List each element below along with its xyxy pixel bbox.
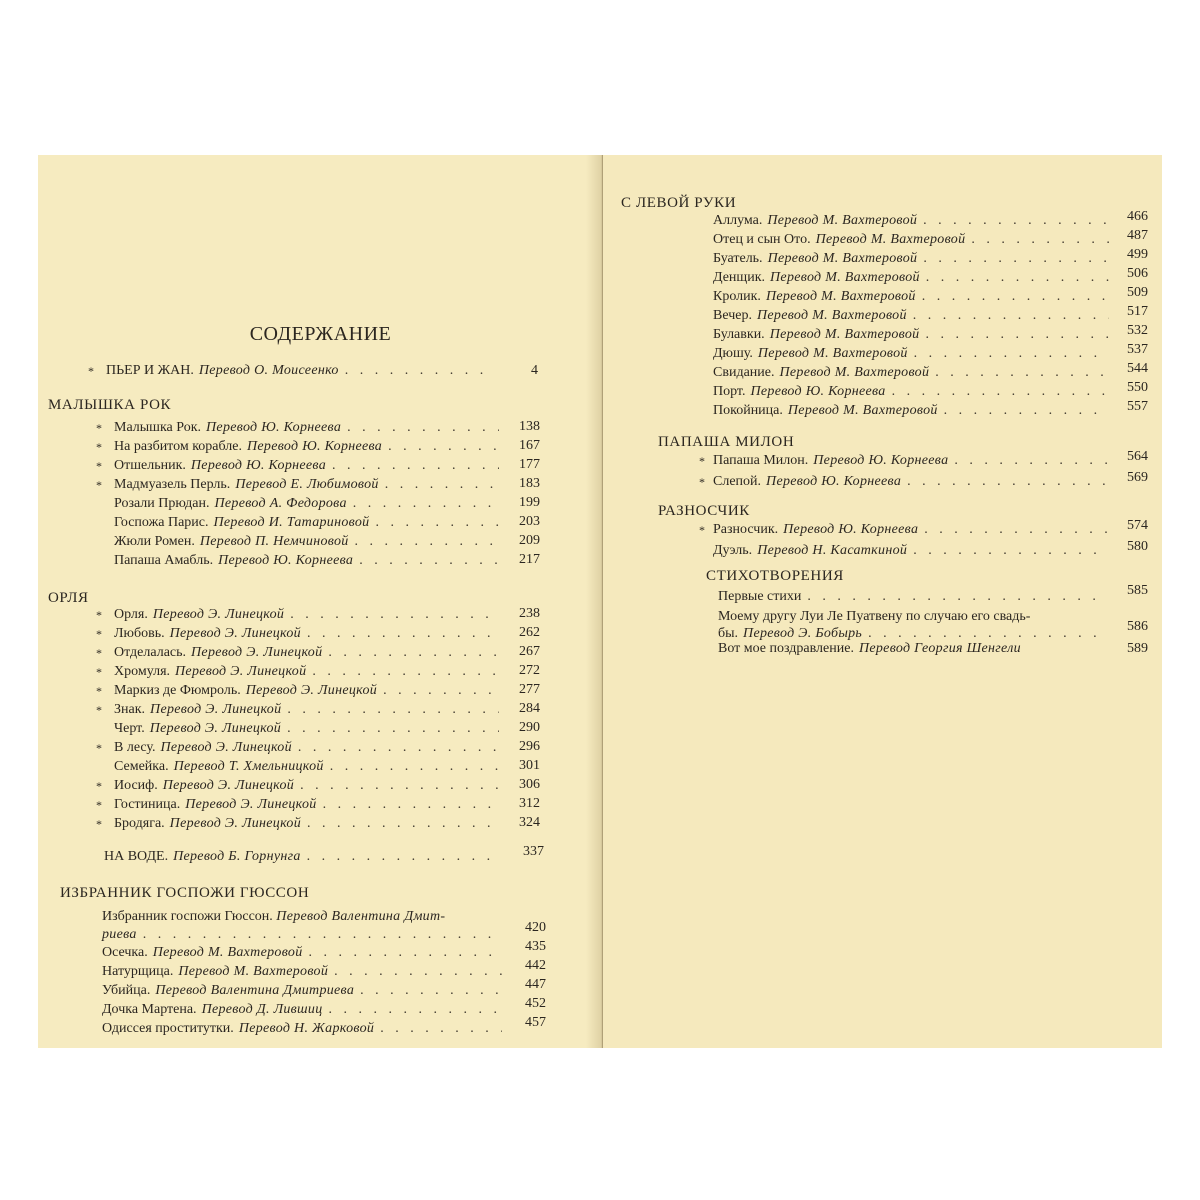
toc-entry [603,640,1162,658]
toc-entry [38,682,603,700]
leader-dots [328,644,499,662]
entry-title: Черт. [114,721,145,736]
entry-title: Папаша Амабль. [114,553,214,568]
entry-page: 435 [525,939,546,954]
entry-title: Аллума. [713,213,763,228]
entry-page: 337 [523,844,544,859]
section-title: ПАПАША МИЛОН [658,434,795,450]
entry-page: 544 [1127,361,1148,376]
star-marker: * [699,523,705,537]
entry-page: 217 [519,552,540,567]
star-marker: * [96,798,102,812]
entry-page: 420 [525,920,546,935]
section-title: С ЛЕВОЙ РУКИ [621,195,737,211]
entry-translator: Перевод Э. Линецкой [185,797,317,812]
entry-page: 586 [1127,619,1148,634]
entry-translator: Перевод М. Вахтеровой [767,251,918,266]
entry-title: Убийца. [102,983,151,998]
star-marker: * [88,364,94,378]
toc-entry [603,209,1162,230]
star-marker: * [699,454,705,468]
leader-dots [287,720,499,738]
leader-dots [913,307,1109,325]
entry-translator: Перевод И. Татариновой [213,515,370,530]
entry-page: 532 [1127,323,1148,338]
entry-translator: Перевод Э. Линецкой [175,664,307,679]
toc-entry [603,361,1162,382]
section-title: СТИХОТВОРЕНИЯ [706,568,844,584]
entry-translator: Перевод Ю. Корнеева [218,553,354,568]
entry-title: Покойница. [713,403,783,418]
toc-entry [38,796,603,814]
entry-page: 324 [519,815,540,830]
leader-dots [923,250,1109,268]
entry-page: 199 [519,495,540,510]
entry-page: 447 [525,977,546,992]
entry-page: 499 [1127,247,1148,262]
leader-dots [307,815,499,833]
leader-dots [347,419,499,437]
leader-dots [380,1020,502,1038]
toc-entry [38,625,603,643]
entry-page: 238 [519,606,540,621]
leader-dots [312,663,499,681]
entry-translator: Перевод Ю. Корнеева [783,522,919,537]
leader-dots [913,542,1109,560]
entry-title: Порт. [713,384,746,399]
leader-dots [332,457,499,475]
leader-dots [330,758,499,776]
entry-title: Малышка Рок. [114,420,202,435]
entry-translator: Перевод Э. Линецкой [162,778,295,793]
toc-entry [603,399,1162,420]
entry-page: 557 [1127,399,1148,414]
toc-entry [603,539,1162,560]
toc-entry [603,304,1162,325]
left-page [38,155,603,1048]
entry-title: Папаша Милон. [713,453,809,468]
entry-translator: Перевод О. Моисеенко [198,363,339,378]
leader-dots [307,848,500,866]
leader-dots [924,521,1109,539]
toc-entry [38,552,603,570]
section-title: РАЗНОСЧИК [658,503,750,519]
toc-entry [38,815,603,833]
entry-translator: Перевод П. Немчиновой [199,534,349,549]
entry-translator: Перевод Ю. Корнеева [750,384,886,399]
entry-title: Избранник госпожи Гюссон. [102,909,273,924]
toc-entry [603,583,1162,606]
entry-translator: Перевод Э. Линецкой [149,721,282,736]
toc-entry [38,606,603,624]
entry-page: 4 [531,363,538,378]
entry-title: Орля. [114,607,148,622]
leader-dots [375,514,499,532]
contents-heading: СОДЕРЖАНИЕ [249,323,392,345]
toc-entry [38,758,603,776]
entry-page: 569 [1127,470,1148,485]
star-marker: * [96,665,102,679]
leader-dots [287,701,499,719]
entry-title: Разносчик. [713,522,779,537]
toc-entry [38,844,603,866]
toc-entry [38,495,603,513]
entry-translator: Перевод Б. Горнунга [173,849,301,864]
entry-page: 487 [1127,228,1148,243]
toc-entry [38,663,603,681]
entry-title: Натурщица. [102,964,174,979]
leader-dots [359,552,499,570]
toc-entry [38,438,603,456]
entry-page: 509 [1127,285,1148,300]
entry-translator: Перевод М. Вахтеровой [769,327,920,342]
leader-dots [907,473,1109,491]
star-marker: * [96,779,102,793]
leader-dots [914,345,1109,363]
leader-dots [971,231,1109,249]
entry-page: 506 [1127,266,1148,281]
entry-title: Любовь. [114,626,165,641]
toc-entry [38,720,603,738]
section-title: ИЗБРАННИК ГОСПОЖИ ГЮССОН [60,885,310,901]
toc-entry [603,285,1162,306]
toc-entry [38,739,603,757]
entry-title: Жюли Ромен. [114,534,195,549]
toc-entry [38,514,603,532]
leader-dots [307,625,499,643]
toc-entry-line1 [102,908,445,926]
toc-entry [603,266,1162,287]
entry-page: 517 [1127,304,1148,319]
entry-translator: Перевод Э. Линецкой [150,702,282,717]
entry-translator: Перевод Э. Линецкой [245,683,378,698]
entry-title: Отшельник. [114,458,186,473]
star-marker: * [96,478,102,492]
leader-dots [334,963,502,981]
entry-translator: Перевод Э. Линецкой [169,626,301,641]
entry-page: 452 [525,996,546,1011]
section-title: ОРЛЯ [48,590,89,606]
entry-title: Хромуля. [114,664,171,679]
entry-translator: Перевод Д. Лившиц [201,1002,323,1017]
toc-entry [38,457,603,475]
leader-dots [309,944,503,962]
entry-title: Маркиз де Фюмроль. [114,683,241,698]
entry-title: Буатель. [713,251,763,266]
entry-title: Гостиница. [114,797,181,812]
entry-page: 589 [1127,641,1148,656]
entry-translator: Перевод Валентина Дмитриева [155,983,355,998]
entry-title: Госпожа Парис. [114,515,209,530]
entry-title: Осечка. [102,945,148,960]
star-marker: * [96,817,102,831]
leader-dots [385,476,499,494]
entry-page: 203 [519,514,540,529]
entry-page: 272 [519,663,540,678]
star-marker: * [699,475,705,489]
toc-entry [38,1015,603,1038]
leader-dots [922,288,1109,306]
entry-translator: Перевод М. Вахтеровой [178,964,329,979]
star-marker: * [96,627,102,641]
entry-title: Отец и сын Ото. [713,232,811,247]
entry-page: 262 [519,625,540,640]
entry-translator: Перевод Ю. Корнеева [813,453,949,468]
entry-translator: Перевод Э. Линецкой [160,740,292,755]
entry-page: 209 [519,533,540,548]
entry-translator: Перевод Т. Хмельницкой [173,759,324,774]
entry-title: Мадмуазель Перль. [114,477,231,492]
entry-page: 138 [519,419,540,434]
entry-page: 312 [519,796,540,811]
entry-page: 574 [1127,518,1148,533]
entry-title: Знак. [114,702,146,717]
leader-dots [925,326,1109,344]
leader-dots [355,533,499,551]
entry-title: ПЬЕР И ЖАН. [106,363,194,378]
entry-translator: Перевод М. Вахтеровой [765,289,916,304]
entry-translator: Перевод Ю. Корнеева [206,420,342,435]
entry-page: 564 [1127,449,1148,464]
entry-translator: Перевод М. Вахтеровой [779,365,930,380]
leader-dots [383,682,499,700]
entry-title: На разбитом корабле. [114,439,242,454]
entry-title: Первые стихи [718,589,802,604]
toc-entry-line1 [718,608,1030,626]
star-marker: * [96,421,102,435]
entry-title: Дочка Мартена. [102,1002,197,1017]
toc-entry [603,247,1162,268]
leader-dots [892,383,1109,401]
entry-translator: Перевод М. Вахтеровой [770,270,920,285]
leader-dots [926,269,1109,287]
toc-entry [38,701,603,719]
entry-translator: Перевод М. Вахтеровой [756,308,907,323]
entry-translator: Перевод М. Вахтеровой [152,945,303,960]
entry-translator: Перевод Э. Бобырь [743,626,863,641]
entry-page: 306 [519,777,540,792]
entry-page: 177 [519,457,540,472]
leader-dots [923,212,1109,230]
entry-title: Бродяга. [114,816,165,831]
entry-translator: Перевод Н. Жарковой [238,1021,375,1036]
star-marker: * [96,703,102,717]
entry-translator: риева [102,927,137,942]
toc-entry [38,419,603,437]
entry-title: Одиссея проститутки. [102,1021,234,1036]
entry-title: Дуэль. [713,543,753,558]
entry-title: Иосиф. [114,778,158,793]
leader-dots [300,777,499,795]
toc-entry [38,362,603,380]
entry-translator: Перевод М. Вахтеровой [787,403,938,418]
entry-title: Вот мое поздравление. [718,641,854,656]
entry-title: Кролик. [713,289,761,304]
entry-translator: Перевод Валентина Дмит- [276,909,446,924]
toc-entry [38,644,603,662]
entry-title: Розали Прюдан. [114,496,210,511]
entry-page: 466 [1127,209,1148,224]
leader-dots [935,364,1109,382]
entry-translator: Перевод Е. Любимовой [235,477,379,492]
entry-title: Слепой. [713,474,762,489]
entry-page: 585 [1127,583,1148,598]
entry-translator: Перевод Н. Касаткиной [757,543,908,558]
entry-title: В лесу. [114,740,156,755]
star-marker: * [96,608,102,622]
toc-entry [603,228,1162,249]
entry-translator: Перевод Э. Линецкой [191,645,323,660]
toc-entry [603,323,1162,344]
entry-page: 301 [519,758,540,773]
entry-page: 290 [519,720,540,735]
toc-entry [603,342,1162,363]
leader-dots [298,739,499,757]
entry-translator: Перевод Э. Линецкой [152,607,285,622]
entry-page: 296 [519,739,540,754]
entry-page: 457 [525,1015,546,1030]
entry-page: 277 [519,682,540,697]
star-marker: * [96,459,102,473]
entry-translator: Перевод М. Вахтеровой [757,346,908,361]
entry-title: НА ВОДЕ. [104,849,169,864]
toc-entry [38,533,603,551]
leader-dots [143,926,502,944]
entry-translator: Перевод М. Вахтеровой [767,213,918,228]
entry-page: 284 [519,701,540,716]
entry-translator: Перевод М. Вахтеровой [815,232,966,247]
leader-dots [323,796,499,814]
star-marker: * [96,684,102,698]
toc-entry [38,777,603,795]
entry-title: Отделалась. [114,645,187,660]
star-marker: * [96,741,102,755]
entry-title: Денщик. [713,270,766,285]
section-title: МАЛЫШКА РОК [48,397,172,413]
entry-page: 167 [519,438,540,453]
leader-dots [290,606,499,624]
leader-dots [329,1001,502,1019]
toc-entry [603,470,1162,491]
entry-title: Свидание. [713,365,775,380]
star-marker: * [96,646,102,660]
entry-title: Моему другу Луи Ле Пуатвену по случаю его свадь- [718,609,1031,624]
entry-title: Вечер. [713,308,752,323]
entry-page: 183 [519,476,540,491]
toc-entry [38,476,603,494]
entry-page: 267 [519,644,540,659]
leader-dots [954,452,1109,470]
entry-translator: Перевод Георгия Шенгели [858,641,1021,656]
entry-translator: Перевод А. Федорова [214,496,347,511]
toc-entry [603,449,1162,470]
star-marker: * [96,440,102,454]
entry-title: Семейка. [114,759,169,774]
leader-dots [807,588,1106,606]
entry-title: Дюшу. [713,346,753,361]
leader-dots [388,438,499,456]
toc-entry [603,380,1162,401]
leader-dots [345,362,486,380]
entry-page: 537 [1127,342,1148,357]
leader-dots [353,495,499,513]
entry-page: 550 [1127,380,1148,395]
entry-translator: Перевод Э. Линецкой [169,816,302,831]
entry-translator: Перевод Ю. Корнеева [247,439,383,454]
entry-translator: Перевод Ю. Корнеева [190,458,326,473]
entry-title: бы. [718,626,739,641]
leader-dots [944,402,1109,420]
entry-title: Булавки. [713,327,765,342]
entry-translator: Перевод Ю. Корнеева [766,474,902,489]
toc-entry [603,518,1162,539]
right-page [603,155,1162,1048]
entry-page: 580 [1127,539,1148,554]
entry-page: 442 [525,958,546,973]
leader-dots [360,982,502,1000]
